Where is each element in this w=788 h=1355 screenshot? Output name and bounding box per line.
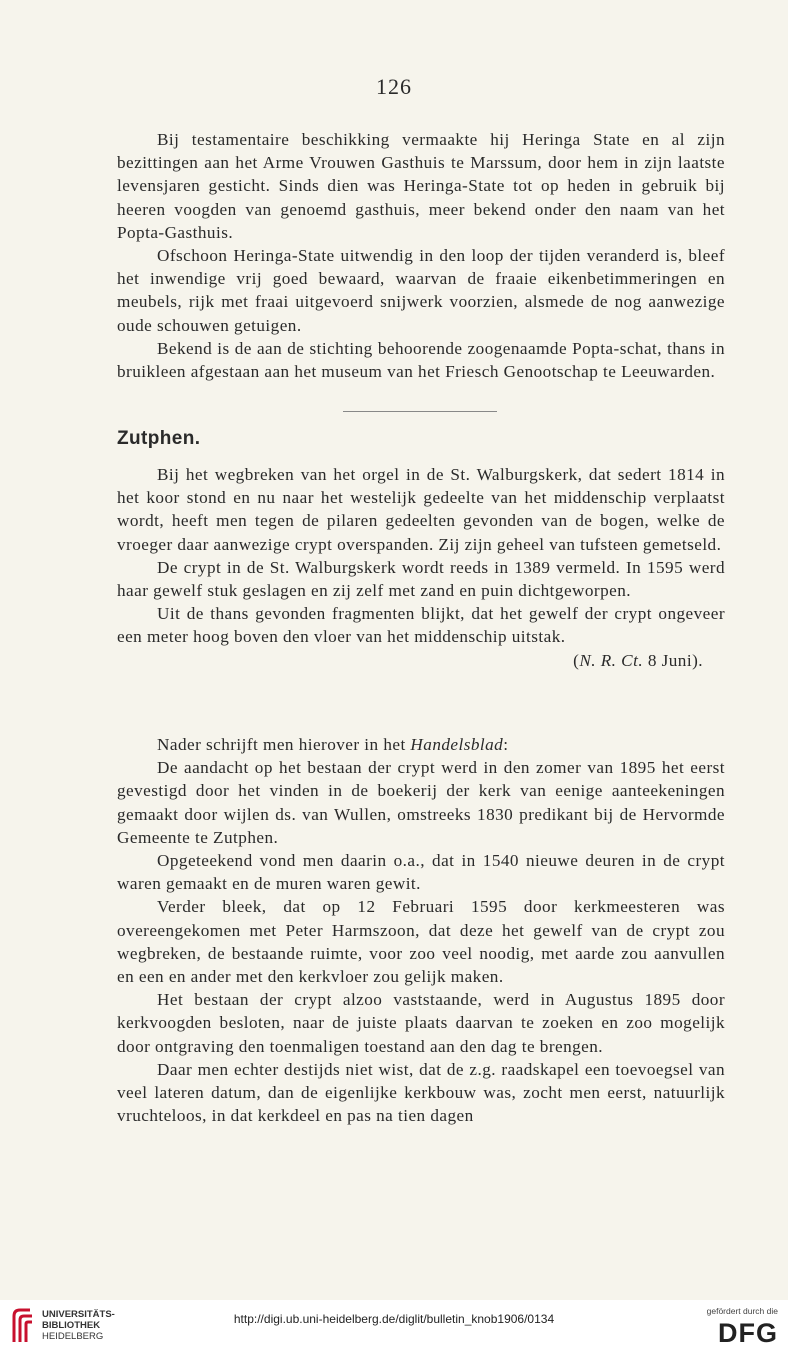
library-name-line: BIBLIOTHEK	[42, 1320, 101, 1331]
paragraph: Ofschoon Heringa-State uitwendig in den loop der tijden veranderd is, bleef het inwendige vrij goed bewaard, waarvan de fraaie eikenbetimmeringen en meubels, rijk met fraai uitgevoerd snijwerk voorzien, alsmede de nog aanwezige oude schouwen getuigen.	[117, 246, 725, 335]
section-heading-zutphen: Zutphen.	[117, 428, 201, 449]
section-divider	[343, 411, 497, 412]
text-block-handelsblad	[117, 733, 725, 1127]
paragraph: Bij het wegbreken van het orgel in de St. Walburgskerk, dat sedert 1814 in het koor stond en nu naar het westelijk gedeelte van het middenschip verplaatst wordt, heeft men tegen de pilaren gedeelten gevonden van de bogen, welke de vroeger daar aanwezige crypt overspanden. Zij zijn geheel van tufsteen gemetseld.	[117, 465, 725, 554]
library-name-line: UNIVERSITÄTS-	[42, 1309, 115, 1320]
permalink-url[interactable]: http://digi.ub.uni-heidelberg.de/diglit/bulletin_knob1906/0134	[233, 1312, 555, 1326]
dfg-logo[interactable]: DFG	[718, 1318, 778, 1348]
intro-prefix: Nader schrijft men hierover in het	[157, 735, 411, 754]
text-block-zutphen-crypt	[117, 463, 725, 672]
page-number: 126	[376, 74, 412, 99]
text-block-heringa-state	[117, 128, 725, 383]
citation-date: 8 Juni	[647, 650, 693, 670]
paragraph: Uit de thans gevonden fragmenten blijkt, dat het gewelf der crypt ongeveer een meter hoog boven den vloer van het middenschip uitstak.	[117, 604, 725, 647]
citation-source: N. R. Ct.	[579, 650, 644, 670]
paragraph-intro	[117, 733, 725, 756]
intro-suffix: :	[503, 735, 509, 754]
paragraph: Daar men echter destijds niet wist, dat de z.g. raadskapel een toevoegsel van veel lateren datum, dan de eigenlijke kerkbouw was, zocht men eerst, natuurlijk vruchteloos, in dat kerkdeel en pas na tien dagen	[117, 1059, 725, 1126]
paragraph: Verder bleek, dat op 12 Februari 1595 door kerkmeesteren was overeengekomen met Peter Harmszoon, dat deze het gewelf van de crypt zou wegbreken, de bestaande ruimte, voor zoo veel noodig, met aarde zou aanvullen en een en ander met den kerkvloer zou gelijk maken.	[117, 897, 725, 987]
paragraph: De crypt in de St. Walburgskerk wordt reeds in 1389 vermeld. In 1595 werd haar gewelf stuk geslagen en zij zelf met zand en puin dichtgeworpen.	[117, 557, 725, 601]
paragraph: Bij testamentaire beschikking vermaakte hij Heringa State en al zijn bezittingen aan het Arme Vrouwen Gasthuis te Marssum, door hem in zijn laatste levensjaren gesticht. Sinds dien was Heringa-State tot op heden in gebruik bij heeren voogden van genoemd gasthuis, meer bekend onder den naam van het Popta-Gasthuis.	[117, 130, 725, 242]
citation: (N. R. Ct. 8 Juni).	[573, 650, 703, 670]
library-name-line: HEIDELBERG	[42, 1331, 104, 1342]
funded-by-text: gefördert durch die	[706, 1306, 778, 1316]
intro-source: Handelsblad	[410, 735, 504, 754]
paragraph: Het bestaan der crypt alzoo vaststaande, werd in Augustus 1895 door kerkvoogden besloten, naar de juiste plaats daarvan te zoeken en zoo mogelijk door ontgraving den toenmaligen toestand aan den dag te brengen.	[117, 990, 725, 1056]
footer-bar	[0, 1300, 788, 1355]
paragraph: Opgeteekend vond men daarin o.a., dat in 1540 nieuwe deuren in de crypt waren gemaakt en de muren waren gewit.	[117, 851, 725, 894]
paragraph: De aandacht op het bestaan der crypt werd in den zomer van 1895 het eerst gevestigd door het vinden in de boekerij der kerk van eenige aanteekeningen gemaakt door wijlen ds. van Wullen, omstreeks 1830 predikant bij de Hervormde Gemeente te Zutphen.	[117, 758, 725, 847]
paragraph: Bekend is de aan de stichting behoorende zoogenaamde Popta-schat, thans in bruikleen afgestaan aan het museum van het Friesch Genootschap te Leeuwarden.	[117, 338, 725, 382]
